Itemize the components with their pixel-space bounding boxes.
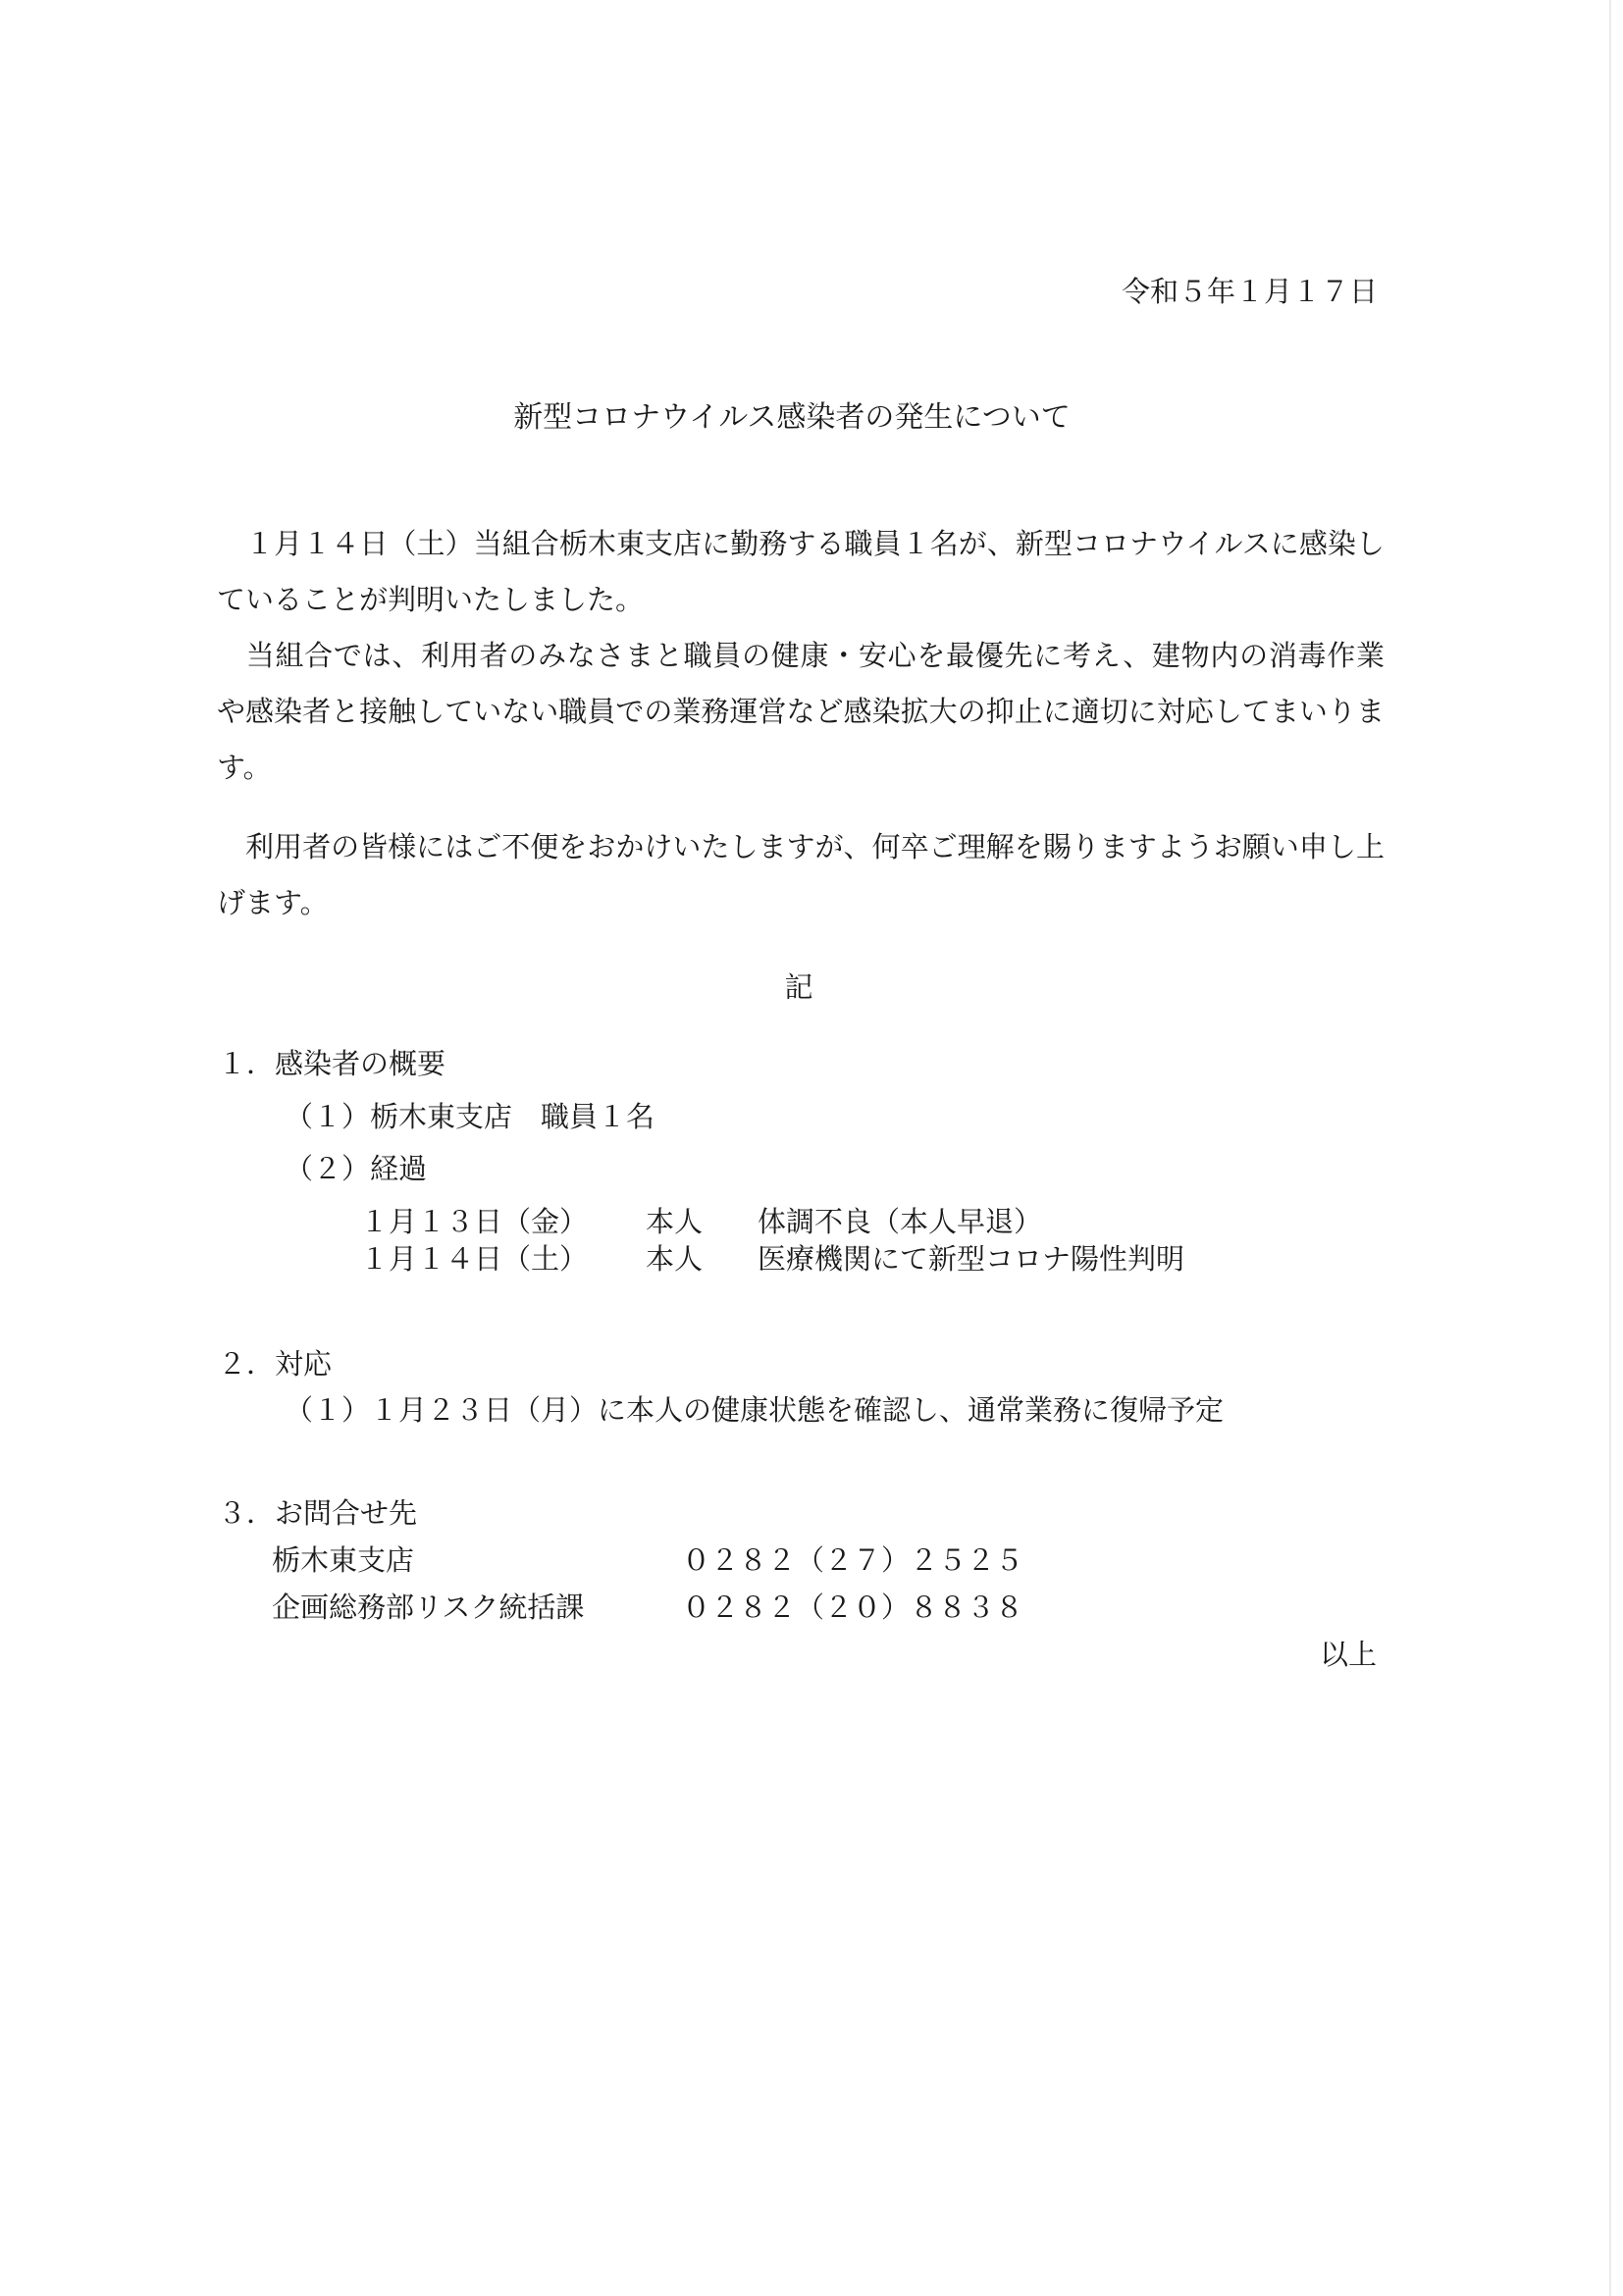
ki-heading: 記 (784, 970, 813, 1004)
timeline-row-1-event: 体調不良（本人早退） (758, 1205, 1043, 1238)
document-title: 新型コロナウイルス感染者の発生について (513, 400, 1071, 435)
timeline-row-2-date: １月１４日（土） (360, 1242, 589, 1276)
section-3-heading: ３．お問合せ先 (218, 1496, 418, 1530)
timeline-row-1-date: １月１３日（金） (360, 1205, 589, 1238)
paragraph-apology (217, 819, 1385, 931)
paragraph-announcement (217, 516, 1385, 628)
closing-ijo: 以上 (1319, 1638, 1377, 1671)
contact-1-name: 栃木東支店 (272, 1543, 415, 1577)
contact-2-phone: ０２８２（２０）８８３８ (682, 1591, 1024, 1624)
paragraph-announcement-text: １月１４日（土）当組合栃木東支店に勤務する職員１名が、新型コロナウイルスに感染していることが判明いたしました。 (217, 527, 1385, 616)
page-edge (1609, 0, 1611, 2296)
contact-1-phone: ０２８２（２７）２５２５ (682, 1543, 1024, 1577)
section-1-heading: １．感染者の概要 (218, 1047, 446, 1080)
timeline-row-2-event: 医療機関にて新型コロナ陽性判明 (758, 1242, 1185, 1276)
paragraph-measures (217, 628, 1385, 796)
document-date: 令和５年１月１７日 (1121, 275, 1378, 308)
paragraph-apology-text: 利用者の皆様にはご不便をおかけいたしますが、何卒ご理解を賜りますようお願い申し上げます。 (217, 830, 1385, 919)
contact-2-name: 企画総務部リスク統括課 (272, 1591, 585, 1624)
section-2-heading: ２．対応 (218, 1347, 333, 1381)
section-1-item-1: （１）栃木東支店 職員１名 (285, 1100, 655, 1133)
section-2-item-1: （１）１月２３日（月）に本人の健康状態を確認し、通常業務に復帰予定 (285, 1393, 1225, 1427)
paragraph-measures-text: 当組合では、利用者のみなさまと職員の健康・安心を最優先に考え、建物内の消毒作業や感染者と接触していない職員での業務運営など感染拡大の抑止に適切に対応してまいります。 (217, 639, 1385, 784)
timeline-row-2-person: 本人 (646, 1242, 704, 1276)
timeline-row-1-person: 本人 (646, 1205, 704, 1238)
section-1-item-2: （２）経過 (285, 1152, 428, 1185)
